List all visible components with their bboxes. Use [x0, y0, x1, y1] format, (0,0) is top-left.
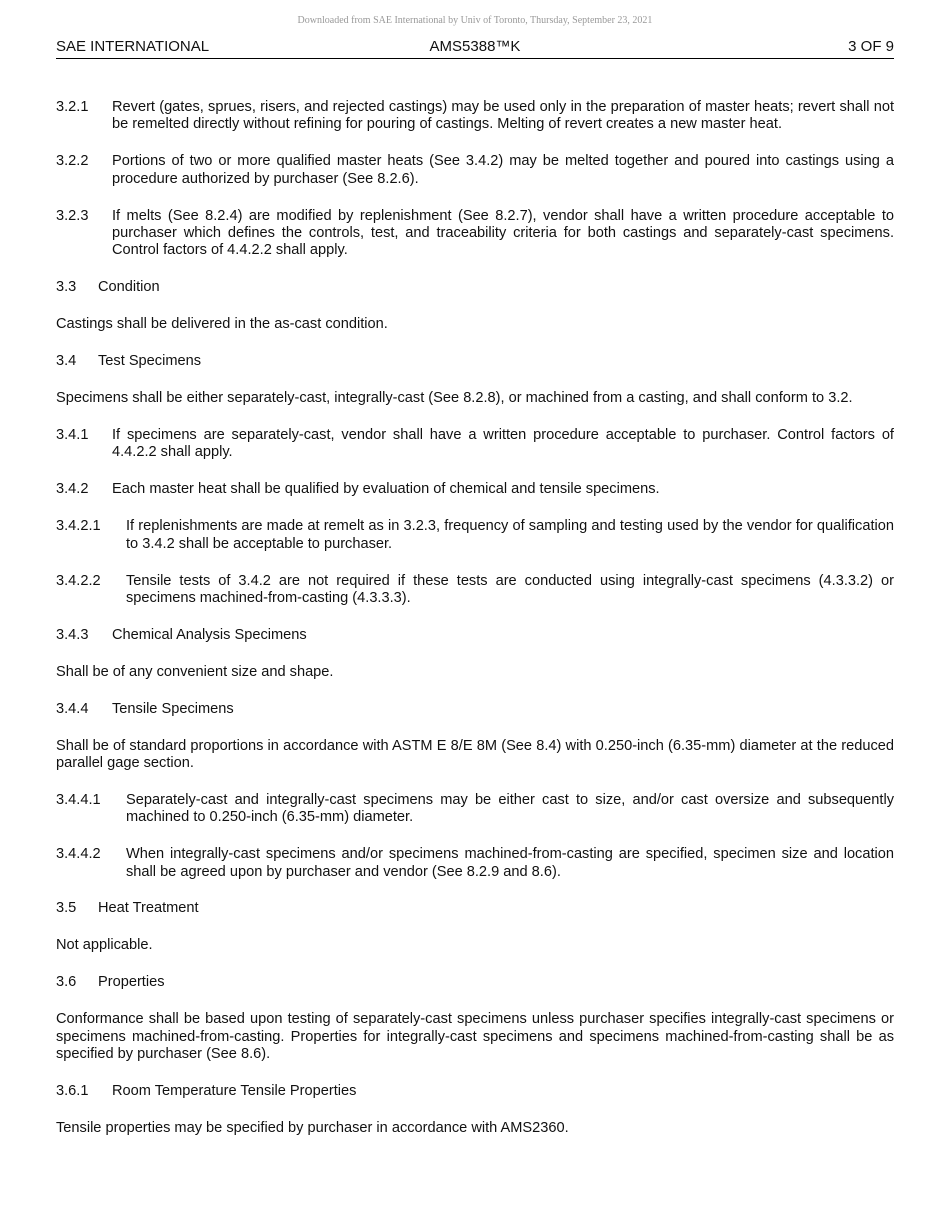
section-title: Test Specimens: [98, 353, 202, 370]
section-number: 3.4.2: [56, 481, 89, 498]
document-body: [56, 99, 894, 1137]
section-number: 3.4.4.1: [56, 791, 101, 808]
section-3-4-body: Specimens shall be either separately-cast, integrally-cast (See 8.2.8), or machined from a casting, and shall conform to 3.2.: [56, 390, 853, 407]
section-number: 3.4.4.2: [56, 846, 101, 863]
section-3-4-2-2: [56, 573, 894, 608]
section-3-4-4-heading: [56, 701, 894, 718]
section-3-6-body: Conformance shall be based upon testing of separately-cast specimens unless purchaser specifies integrally-cast specimens or specimens machined-from-casting. Properties for integrally-cast specimens and specimens machined-from-casting shall be as specified by purchaser (See 8.6).: [56, 1011, 894, 1062]
section-3-2-3: [56, 208, 894, 260]
section-number: 3.4.4: [56, 700, 89, 717]
page-header: [56, 38, 894, 59]
section-number: 3.3: [56, 279, 77, 296]
section-number: 3.4.3: [56, 626, 89, 643]
section-number: 3.5: [56, 900, 77, 917]
section-text: Portions of two or more qualified master heats (See 3.4.2) may be melted together and poured into castings using a procedure authorized by purchaser (See 8.2.6).: [112, 153, 894, 187]
section-3-4-3-body: Shall be of any convenient size and shape.: [56, 663, 334, 680]
header-organization: SAE INTERNATIONAL: [56, 38, 210, 55]
section-3-4-heading: [56, 353, 894, 370]
section-number: 3.6.1: [56, 1082, 89, 1099]
section-3-3-body: Castings shall be delivered in the as-cast condition.: [56, 316, 388, 333]
section-3-6-1-body: Tensile properties may be specified by purchaser in accordance with AMS2360.: [56, 1119, 569, 1136]
download-watermark: Downloaded from SAE International by Univ of Toronto, Thursday, September 23, 2021: [297, 15, 653, 26]
section-3-4-4-1: [56, 792, 894, 827]
section-3-4-1: [56, 427, 894, 462]
section-number: 3.4.2.2: [56, 572, 101, 589]
section-number: 3.2.2: [56, 153, 89, 170]
section-3-6-1-heading: [56, 1083, 894, 1100]
section-3-6-heading: [56, 974, 894, 991]
section-3-5-body: Not applicable.: [56, 937, 153, 954]
section-3-2-1: [56, 99, 894, 134]
section-3-4-3-heading: [56, 627, 894, 644]
section-title: Tensile Specimens: [112, 700, 234, 717]
section-title: Condition: [98, 279, 160, 296]
section-number: 3.4.1: [56, 426, 89, 443]
section-number: 3.4.2.1: [56, 518, 101, 535]
header-page-number: 3 OF 9: [848, 38, 894, 55]
section-3-4-4-2: [56, 846, 894, 881]
header-document-number: AMS5388™K: [429, 38, 521, 55]
section-3-4-4-body: Shall be of standard proportions in accordance with ASTM E 8/E 8M (See 8.4) with 0.250-inch (6.35-mm) diameter at the reduced parallel gage section.: [56, 737, 894, 771]
section-3-4-2: [56, 481, 894, 498]
section-number: 3.4: [56, 353, 77, 370]
section-text: If specimens are separately-cast, vendor shall have a written procedure acceptable to purchaser. Control factors of 4.4.2.2 shall apply.: [112, 426, 894, 461]
section-text: Separately-cast and integrally-cast specimens may be either cast to size, and/or cast oversize and subsequently machined to 0.250-inch (6.35-mm) diameter.: [126, 791, 894, 826]
section-text: If melts (See 8.2.4) are modified by replenishment (See 8.2.7), vendor shall have a written procedure acceptable to purchaser which defines the controls, test, and traceability criteria for both castings and separately-cast specimens. Control factors of 4.4.2.2 shall apply.: [112, 207, 894, 259]
section-title: Room Temperature Tensile Properties: [112, 1082, 357, 1099]
section-text: If replenishments are made at remelt as in 3.2.3, frequency of sampling and testing used by the vendor for qualification to 3.4.2 shall be acceptable to purchaser.: [126, 518, 894, 552]
section-text: Each master heat shall be qualified by evaluation of chemical and tensile specimens.: [112, 481, 660, 498]
section-number: 3.2.3: [56, 207, 89, 224]
section-text: Revert (gates, sprues, risers, and rejected castings) may be used only in the preparation of master heats; revert shall not be remelted directly without refining for pouring of castings. Melting of revert creates a new master heat.: [112, 99, 894, 133]
section-title: Chemical Analysis Specimens: [112, 626, 307, 643]
section-text: Tensile tests of 3.4.2 are not required if these tests are conducted using integrally-cast specimens (4.3.3.2) or specimens machined-from-casting (4.3.3.3).: [126, 572, 894, 606]
section-3-4-2-1: [56, 518, 894, 553]
section-title: Heat Treatment: [98, 900, 199, 917]
section-text: When integrally-cast specimens and/or specimens machined-from-casting are specified, specimen size and location shall be agreed upon by purchaser and vendor (See 8.2.9 and 8.6).: [126, 846, 894, 880]
section-3-2-2: [56, 153, 894, 188]
section-number: 3.2.1: [56, 99, 89, 115]
section-3-5-heading: [56, 900, 894, 917]
section-3-3-heading: [56, 279, 894, 296]
section-title: Properties: [98, 974, 165, 991]
section-number: 3.6: [56, 974, 77, 991]
